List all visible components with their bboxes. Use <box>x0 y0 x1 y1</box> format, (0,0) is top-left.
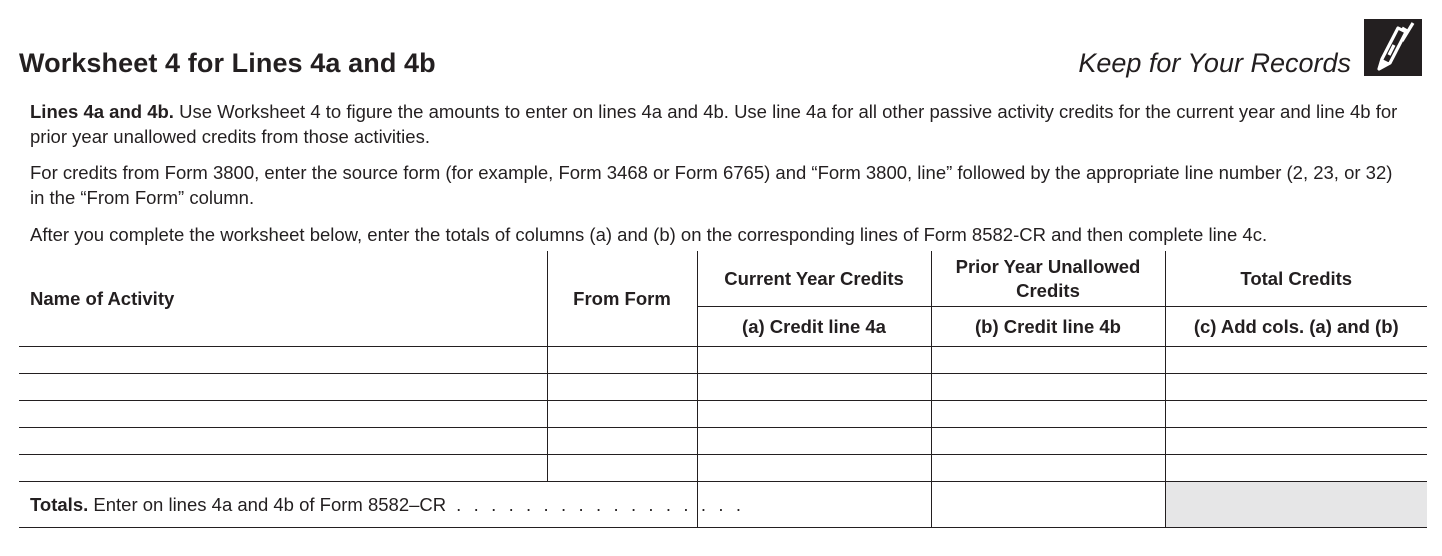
header-current-year-credits: Current Year Credits <box>697 251 931 307</box>
table-row <box>19 455 1427 482</box>
credit-4a-cell[interactable] <box>697 455 931 482</box>
header-prior-year-credits: Prior Year Unallowed Credits <box>931 251 1165 307</box>
totals-instruction: Enter on lines 4a and 4b of Form 8582–CR <box>88 493 447 515</box>
from-form-cell[interactable] <box>547 455 697 482</box>
header-name-of-activity: Name of Activity <box>30 287 175 309</box>
totals-label <box>19 482 745 528</box>
worksheet-title: Worksheet 4 for Lines 4a and 4b <box>19 48 436 78</box>
total-credit-cell[interactable] <box>1165 455 1427 482</box>
total-credit-4b-cell[interactable] <box>931 482 1165 528</box>
instructions-paragraph-3: After you complete the worksheet below, enter the totals of columns (a) and (b) on the corresponding lines of Form 8582-CR and then complete line 4c. <box>30 224 1268 245</box>
credit-4b-cell[interactable] <box>931 455 1165 482</box>
table-row <box>19 428 1427 455</box>
credit-4b-cell[interactable] <box>931 428 1165 455</box>
from-form-cell[interactable] <box>547 428 697 455</box>
worksheet-table <box>19 251 1427 528</box>
table-row <box>19 347 1427 374</box>
credit-4a-cell[interactable] <box>697 347 931 374</box>
total-column-c-shaded-cell <box>1165 482 1427 528</box>
instructions-text-1: Use Worksheet 4 to figure the amounts to enter on lines 4a and 4b. Use line 4a for all other passive activity credits for the current year and line 4b for prior year unallowed credits from those activities. <box>30 101 1398 147</box>
activity-name-cell[interactable] <box>19 347 547 374</box>
header-credit-line-4b: (b) Credit line 4b <box>931 307 1165 347</box>
header-credit-line-4a: (a) Credit line 4a <box>697 307 931 347</box>
instructions-paragraph-1 <box>30 99 1405 149</box>
from-form-cell[interactable] <box>547 347 697 374</box>
instructions-paragraph-2: For credits from Form 3800, enter the source form (for example, Form 3468 or Form 6765) and “Form 3800, line” followed by the appropriate line number (2, 23, or 32) in the “From Form” column. <box>30 162 1393 208</box>
from-form-cell[interactable] <box>547 401 697 428</box>
credit-4a-cell[interactable] <box>697 374 931 401</box>
header-add-columns: (c) Add cols. (a) and (b) <box>1165 307 1427 347</box>
keep-for-records-label: Keep for Your Records <box>1078 48 1351 78</box>
from-form-cell[interactable] <box>547 374 697 401</box>
activity-name-cell[interactable] <box>19 455 547 482</box>
pencil-icon <box>1364 19 1422 76</box>
table-row <box>19 374 1427 401</box>
credit-4b-cell[interactable] <box>931 374 1165 401</box>
activity-name-cell[interactable] <box>19 401 547 428</box>
header-from-form: From Form <box>547 251 697 347</box>
total-credit-cell[interactable] <box>1165 374 1427 401</box>
total-credit-cell[interactable] <box>1165 347 1427 374</box>
credit-4a-cell[interactable] <box>697 428 931 455</box>
credit-4b-cell[interactable] <box>931 347 1165 374</box>
activity-name-cell[interactable] <box>19 428 547 455</box>
totals-bold-label: Totals. <box>30 493 89 515</box>
credit-4a-cell[interactable] <box>697 401 931 428</box>
lines-4a-4b-heading: Lines 4a and 4b. <box>30 101 174 122</box>
total-credit-cell[interactable] <box>1165 428 1427 455</box>
credit-4b-cell[interactable] <box>931 401 1165 428</box>
table-row <box>19 401 1427 428</box>
total-credit-cell[interactable] <box>1165 401 1427 428</box>
dot-leader: . . . . . . . . . . . . . . . . . <box>456 493 745 515</box>
totals-row <box>19 482 1427 528</box>
activity-name-cell[interactable] <box>19 374 547 401</box>
header-total-credits: Total Credits <box>1165 251 1427 307</box>
